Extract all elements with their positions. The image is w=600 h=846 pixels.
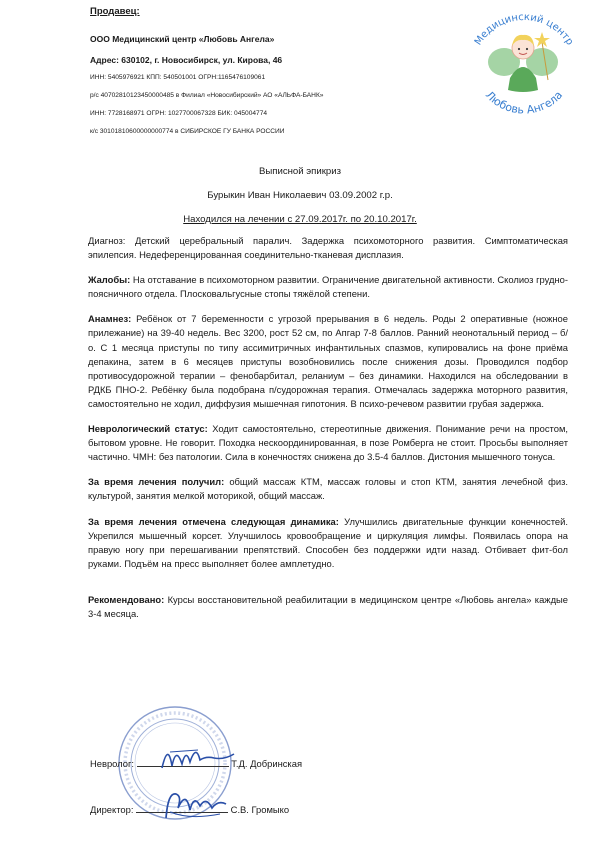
director-name: С.В. Громыко (230, 804, 290, 815)
neurologist-name: Т.Д. Добринская (231, 758, 303, 769)
logo-text-bottom: Любовь Ангела (482, 88, 566, 117)
treatment-text: общий массаж КТМ, массаж головы и стоп КТМ, занятия лечебной физ. культурой, занятия мелкой моторикой, общий массаж. (88, 476, 568, 502)
seller-account-line: р/с 40702810123450000485 в Филиал «Новосибирский» АО «АЛЬФА-БАНК» (90, 92, 324, 99)
complaints-label: Жалобы: (88, 274, 131, 286)
anamnesis-paragraph (88, 312, 568, 411)
seller-name: ООО Медицинский центр «Любовь Ангела» (90, 34, 275, 44)
treatment-paragraph (88, 475, 568, 503)
treatment-label: За время лечения получил: (88, 476, 225, 488)
anamnesis-label: Анамнез: (88, 313, 132, 325)
document-title-block (0, 166, 600, 238)
complaints-text: На отставание в психомоторном развитии. Ограничение двигательной активности. Сколиоз грудно-поясничного отдела. Плосковальгусные стопы тяжёлой степени. (88, 274, 568, 300)
seller-header (90, 6, 470, 146)
neurologist-signature (158, 738, 238, 778)
dynamics-text: Улучшились двигательные функции конечностей. Укрепился мышечный корсет. Улучшилось кровообращение и циркуляция лимфы. Появилась опора на правую ногу при перешагивании препятствий. Способен без поддержки идти назад. Отбивает фит-бол руками. Подъём на пресс выполняет более амплетудно. (88, 515, 568, 569)
document-title: Выписной эпикриз (258, 166, 342, 177)
angel-icon (488, 32, 558, 92)
angel-logo (452, 2, 594, 120)
director-signature (160, 786, 230, 826)
seller-inn2-line: ИНН: 7728168971 ОГРН: 1027700067328 БИК: 045004774 (90, 110, 268, 117)
neuro-status-label: Неврологический статус: (88, 423, 208, 435)
patient-line: Бурыкин Иван Николаевич 03.09.2002 г.р. (207, 190, 393, 201)
logo-text-top: Медицинский центр (472, 11, 576, 48)
recommendation-label: Рекомендовано: (88, 593, 165, 605)
recommendation-paragraph (88, 593, 568, 621)
diagnosis-paragraph (88, 234, 568, 262)
neurologist-role: Невролог: (90, 758, 135, 769)
neuro-status-text: Ходит самостоятельно, стереотипные движения. Понимание речи на простом, бытовом уровне. Не говорит. Походка нескоординированная, в позе Ромберга не стоит. Просьбы выполняет частично. ЧМН: без патологии. Сила в конечностях снижена до 3.5-4 баллов. Дистония мышечного тонуса. (88, 423, 568, 463)
director-role: Директор: (90, 804, 134, 815)
stay-period: Находился на лечении с 27.09.2017г. по 20.10.2017г. (183, 214, 417, 225)
complaints-paragraph (88, 273, 568, 301)
seller-corr-line: к/с 30101810600000000774 в СИБИРСКОЕ ГУ БАНКА РОССИИ (90, 128, 285, 135)
seller-inn-line: ИНН: 5405976921 КПП: 540501001 ОГРН:1165476109061 (90, 74, 266, 81)
anamnesis-text: Ребёнок от 7 беременности с угрозой прерывания в 6 недель. Роды 2 оперативные (ножное прилежание) на 39-40 недель. Вес 3200, рост 52 см, по Апгар 7-8 баллов. Ранний неонотальный период – б/о. С 1 месяца приступы по типу ассимитричных инфантильных спазмов, купировались на фоне приёма депакина, затем в 6 месяцев приступы возобновились после снижения дозы. Проводился подбор противосудорожной терапии – фенобарбитал, реланиум – без динамики. Находился на обследовании в РДКБ ПНО-2. Ребёнку была подобрана п/судорожная терапия. Отмечалась задержка моторного развития, самостоятельно не ходил, диффузия мышечная гипотония. В психо-речевом развитии грубая задержка. (88, 313, 568, 409)
recommendation-text: Курсы восстановительной реабилитации в медицинском центре «Любовь ангела» каждые 3-4 месяца. (88, 593, 568, 619)
dynamics-label: За время лечения отмечена следующая динамика: (88, 515, 339, 527)
epicrisis-body (88, 234, 568, 632)
diagnosis-text: Диагноз: Детский церебральный паралич. Задержка психомоторного развития. Симптоматическая эпилепсия. Недеференцированная соединительно-тканевая дисплазия. (88, 235, 568, 261)
seller-heading: Продавец: (90, 6, 140, 17)
seller-address: Адрес: 630102, г. Новосибирск, ул. Кирова, 46 (90, 55, 283, 65)
seller-requisites (90, 74, 470, 135)
neuro-status-paragraph (88, 422, 568, 464)
dynamics-paragraph (88, 515, 568, 571)
